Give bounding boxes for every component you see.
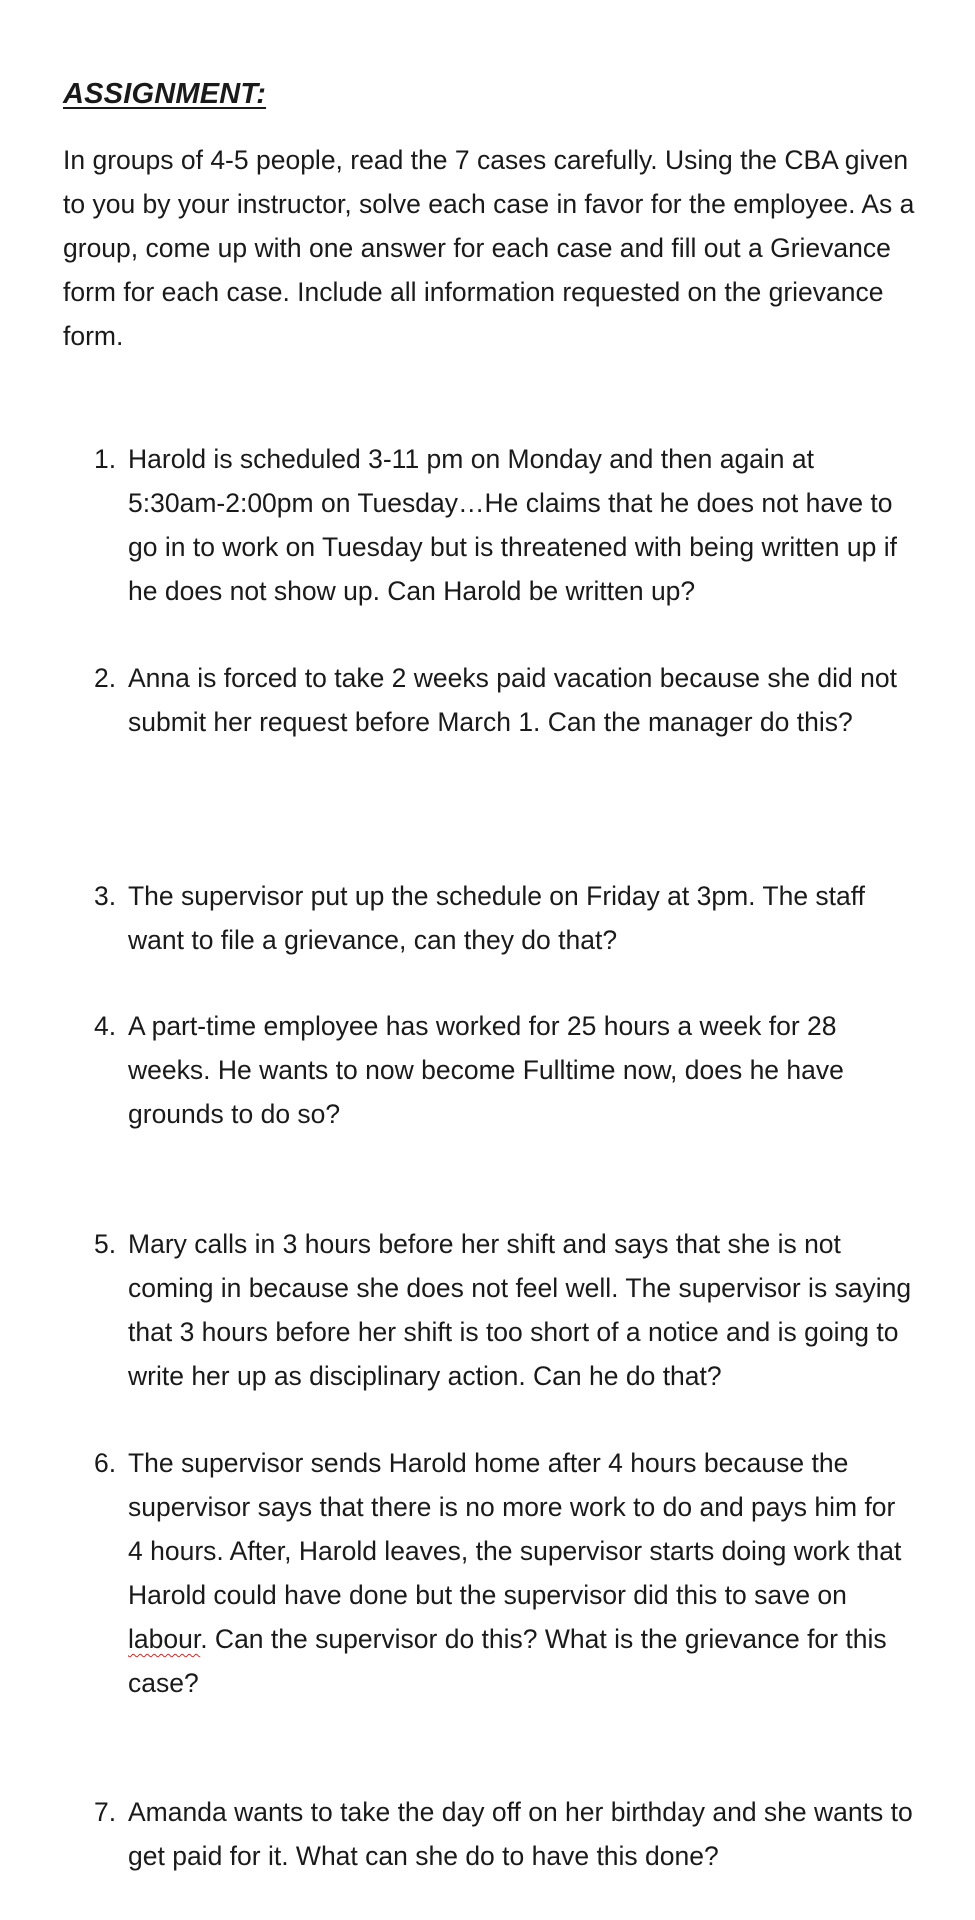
case-text-part: The supervisor sends Harold home after 4 hours because the supervisor says that there is no more work to do and pays him for 4 hours. After, Harold leaves, the supervisor starts doing work that Harold could have done but the supervisor did this to save on <box>128 1448 902 1610</box>
case-number: 1. <box>94 444 117 474</box>
assignment-heading: ASSIGNMENT: <box>63 78 267 110</box>
case-number: 2. <box>94 663 117 693</box>
case-text-part: . Can the supervisor do this? What is the grievance for this case? <box>128 1624 887 1698</box>
case-item-1 <box>94 437 914 613</box>
case-number: 5. <box>94 1229 117 1259</box>
case-item-4 <box>94 1004 914 1136</box>
case-item-6 <box>94 1441 914 1705</box>
case-text: Anna is forced to take 2 weeks paid vacation because she did not submit her request before March 1. Can the manager do this? <box>128 663 897 737</box>
spellcheck-flagged-word: labour <box>128 1624 201 1654</box>
case-text: A part-time employee has worked for 25 hours a week for 28 weeks. He wants to now become Fulltime now, does he have grounds to do so? <box>128 1011 844 1129</box>
case-number: 7. <box>94 1797 117 1827</box>
case-text <box>128 1441 914 1705</box>
case-text: Mary calls in 3 hours before her shift and says that she is not coming in because she does not feel well. The supervisor is saying that 3 hours before her shift is too short of a notice and is going to write her up as disciplinary action. Can he do that? <box>128 1229 912 1391</box>
case-text: The supervisor put up the schedule on Friday at 3pm. The staff want to file a grievance, can they do that? <box>128 881 866 955</box>
case-text: Harold is scheduled 3-11 pm on Monday and then again at 5:30am-2:00pm on Tuesday…He claims that he does not have to go in to work on Tuesday but is threatened with being written up if he does not show up. Can Harold be written up? <box>128 444 897 606</box>
case-number: 3. <box>94 881 117 911</box>
case-item-5 <box>94 1222 914 1398</box>
case-number: 4. <box>94 1011 117 1041</box>
case-item-3 <box>94 874 914 962</box>
case-item-7 <box>94 1790 914 1878</box>
assignment-instructions: In groups of 4-5 people, read the 7 cases carefully. Using the CBA given to you by your instructor, solve each case in favor for the employee. As a group, come up with one answer for each case and fill out a Grievance form for each case. Include all information requested on the grievance form. <box>63 145 915 351</box>
case-number: 6. <box>94 1448 117 1478</box>
case-item-2 <box>94 656 914 744</box>
case-text: Amanda wants to take the day off on her birthday and she wants to get paid for it. What can she do to have this done? <box>128 1797 913 1871</box>
